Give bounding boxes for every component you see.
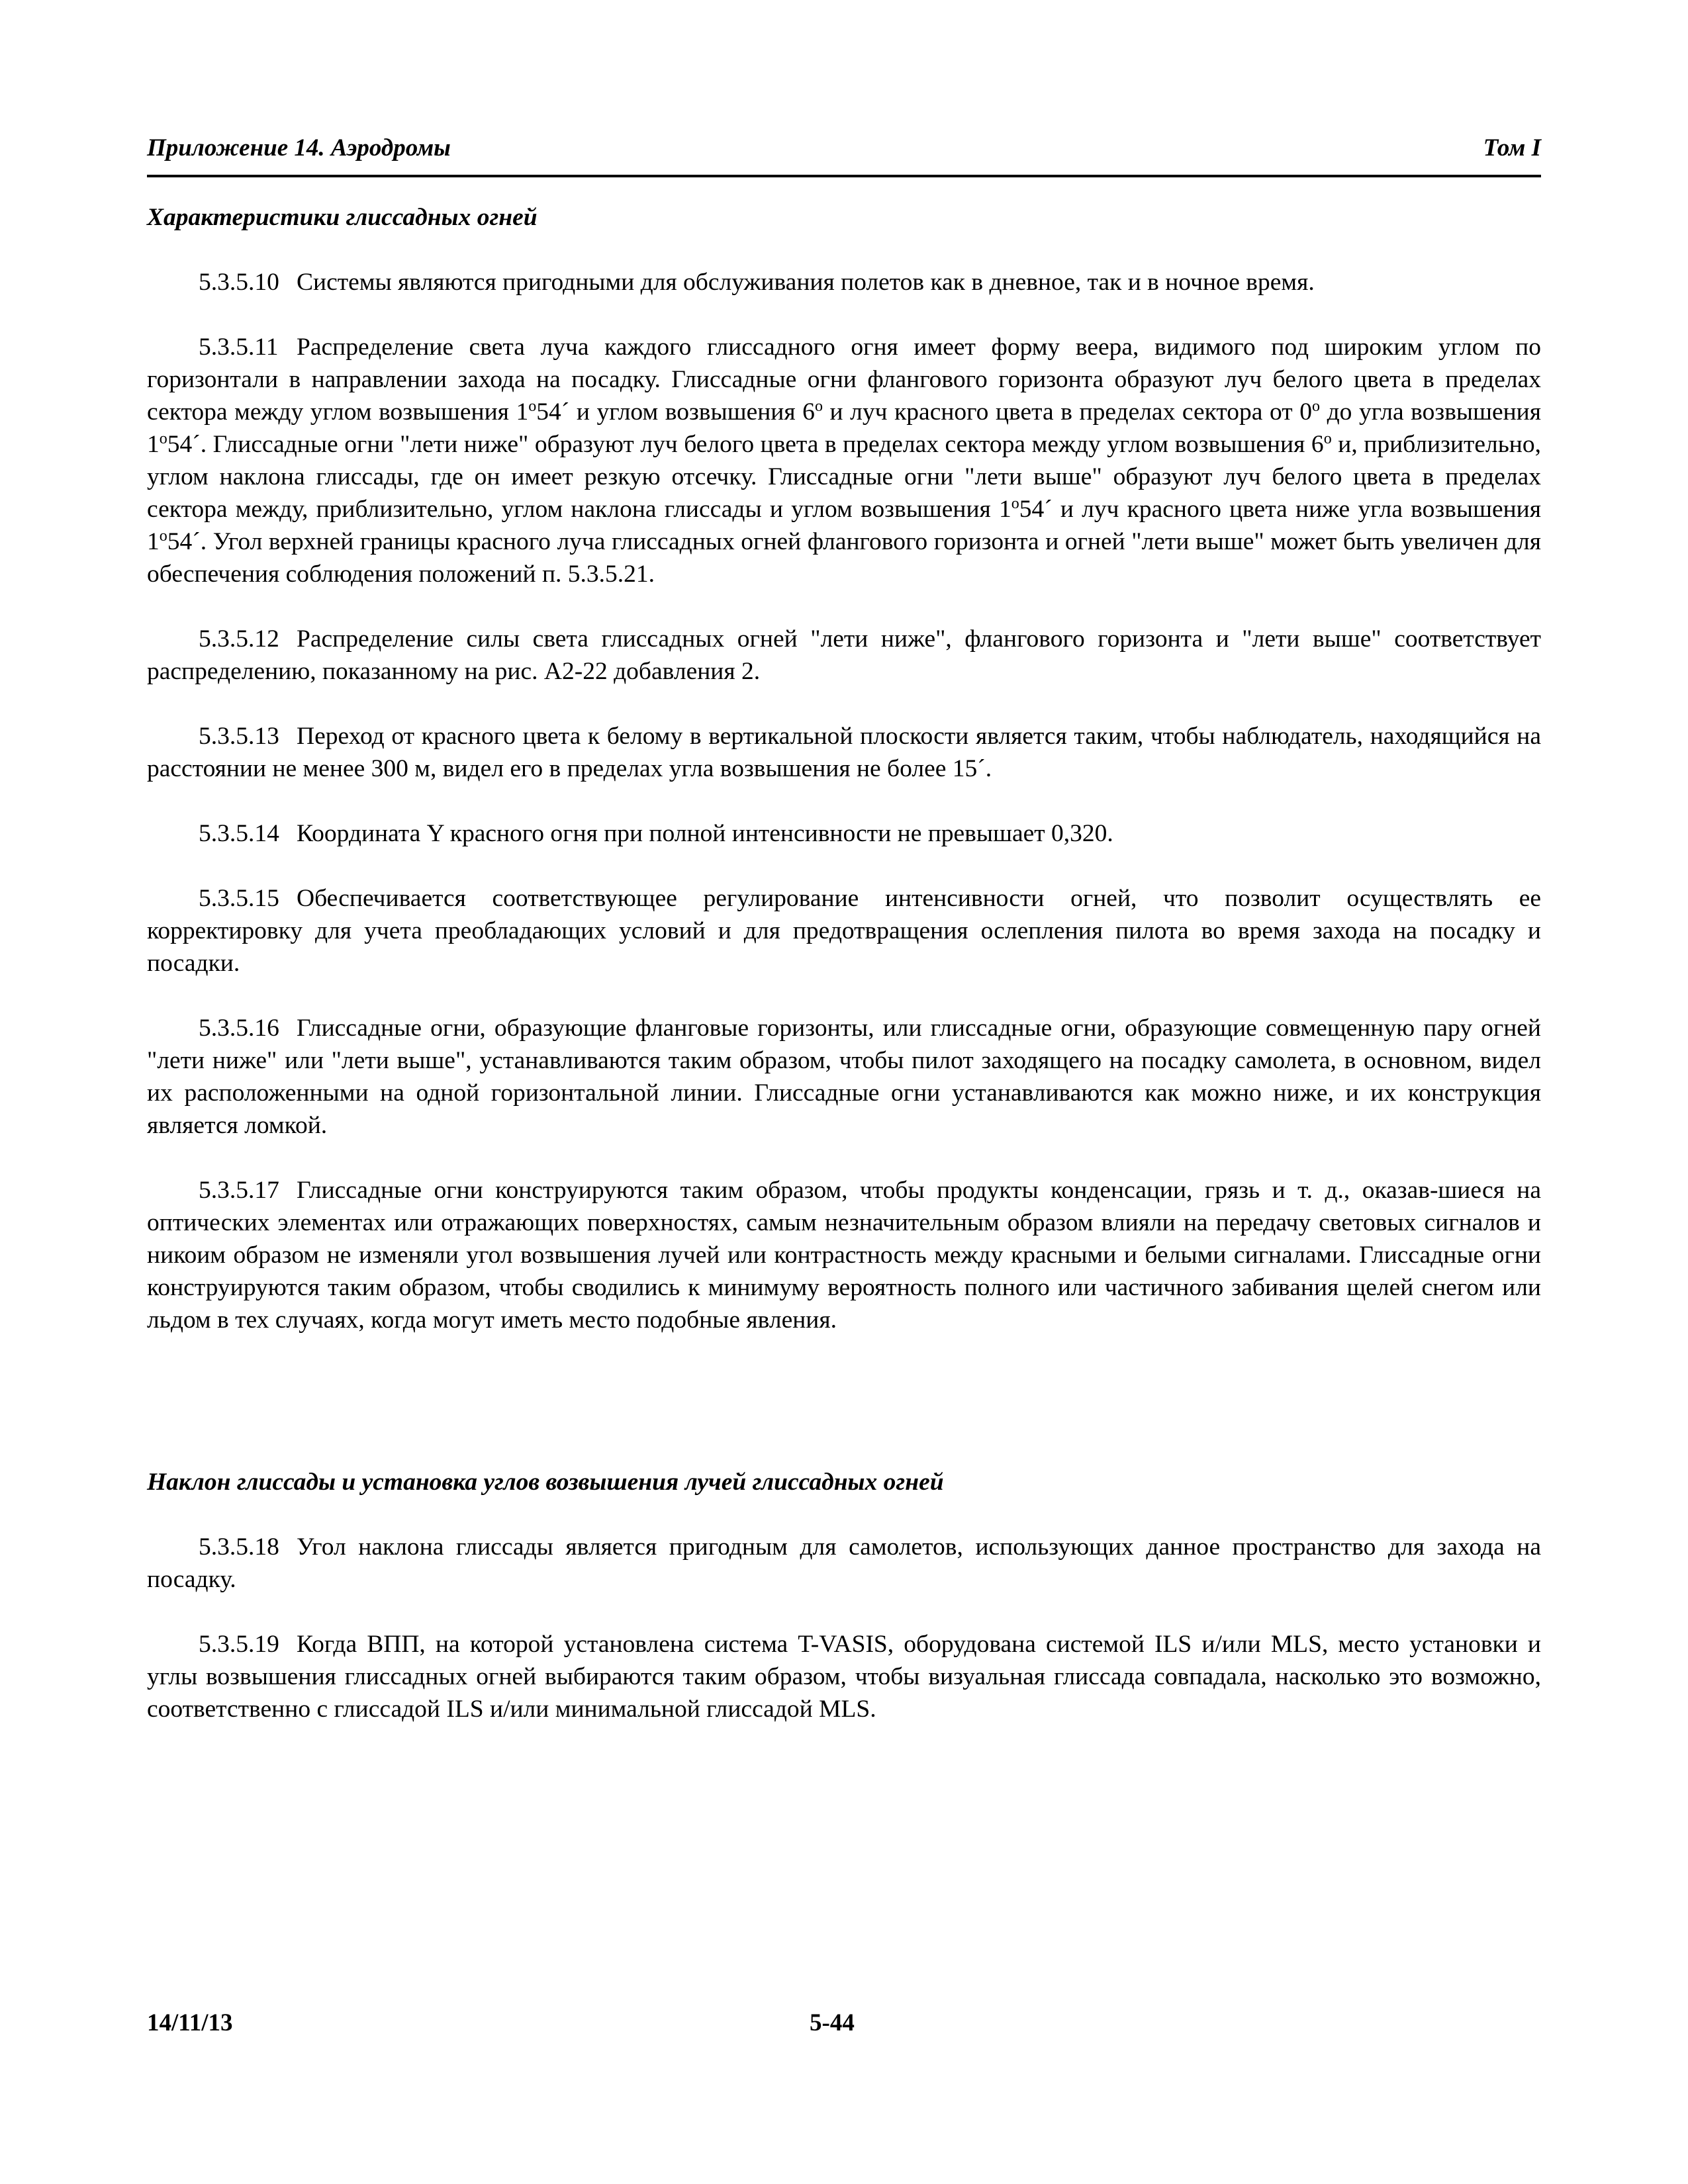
degree-superscript: o: [1312, 398, 1320, 415]
paragraph-text-part: и луч красного цвета в пределах сектора от 0: [822, 398, 1312, 426]
degree-superscript: o: [159, 430, 167, 447]
paragraph-number: 5.3.5.14: [199, 820, 279, 847]
paragraph-text-part: 54´ и углом возвышения 6: [536, 398, 815, 426]
paragraph-number: 5.3.5.17: [199, 1177, 279, 1204]
section-heading-characteristics: Характеристики глиссадных огней: [147, 204, 538, 231]
paragraph-5-3-5-15: [147, 882, 1541, 979]
paragraph-number: 5.3.5.15: [199, 885, 279, 912]
degree-superscript: o: [1011, 495, 1019, 512]
header-document-title: Приложение 14. Аэродромы: [147, 134, 451, 161]
paragraph-5-3-5-12: [147, 623, 1541, 688]
footer-date: 14/11/13: [147, 2009, 233, 2036]
footer-page-number: 5-44: [810, 2009, 855, 2036]
paragraph-5-3-5-13: [147, 720, 1541, 785]
paragraph-text: Угол наклона глиссады является пригодным для самолетов, использующих данное пространство для захода на посадку.: [147, 1533, 1541, 1593]
paragraph-text-part: до угла возвышения 1: [147, 398, 1541, 458]
paragraph-text-part: и, приблизительно, углом наклона глиссады, где он имеет резкую отсечку. Глиссадные огни "лети выше" образуют луч белого цвета в пределах сектора между, приблизительно, углом наклона глиссады и углом возвышения 1: [147, 431, 1541, 523]
paragraph-text: Системы являются пригодными для обслуживания полетов как в дневное, так и в ночное время.: [297, 269, 1315, 296]
paragraph-text-part: 54´ и луч красного цвета ниже угла возвышения 1: [147, 496, 1541, 555]
page-header: [147, 131, 1541, 177]
degree-superscript: o: [1323, 430, 1332, 447]
paragraph-text: Глиссадные огни конструируются таким образом, чтобы продукты конденсации, грязь и т. д., оказав-шиеся на оптических элементах или отражающих поверхностях, самым незначительным образом влияли на передачу световых сигналов и никоим образом не изменяли угол возвышения лучей или контрастность между красными и белыми сигналами. Глиссадные огни конструируются таким образом, чтобы сводились к минимуму вероятность полного или частичного забивания щелей снегом или льдом в тех случаях, когда могут иметь место подобные явления.: [147, 1177, 1541, 1334]
paragraph-text: Обеспечивается соответствующее регулирование интенсивности огней, что позволит осуществлять ее корректировку для учета преобладающих условий и для предотвращения ослепления пилота во время захода на посадку и посадки.: [147, 885, 1541, 977]
paragraph-text: Координата Y красного огня при полной интенсивности не превышает 0,320.: [297, 820, 1113, 847]
paragraph-5-3-5-14: [147, 817, 1541, 850]
degree-superscript: o: [159, 527, 167, 545]
paragraph-text: Переход от красного цвета к белому в вертикальной плоскости является таким, чтобы наблюдатель, находящийся на расстоянии не менее 300 м, видел его в пределах угла возвышения не более 15´.: [147, 723, 1541, 782]
paragraph-5-3-5-10: [147, 266, 1541, 298]
paragraph-text: Глиссадные огни, образующие фланговые горизонты, или глиссадные огни, образующие совмещенную пару огней "лети ниже" или "лети выше", устанавливаются таким образом, чтобы пилот заходящего на посадку самолета, в основном, видел их расположенными на одной горизонтальной линии. Глиссадные огни устанавливаются как можно ниже, и их конструкция является ломкой.: [147, 1015, 1541, 1139]
paragraph-text: Когда ВПП, на которой установлена система T-VASIS, оборудована системой ILS и/или MLS, место установки и углы возвышения глиссадных огней выбираются таким образом, чтобы визуальная глиссада совпадала, насколько это возможно, соответственно с глиссадой ILS и/или минимальной глиссадой MLS.: [147, 1631, 1541, 1723]
paragraph-number: 5.3.5.19: [199, 1631, 279, 1658]
paragraph-number: 5.3.5.10: [199, 269, 279, 296]
paragraph-5-3-5-17: [147, 1174, 1541, 1336]
paragraph-number: 5.3.5.18: [199, 1533, 279, 1561]
paragraph-text: Распределение силы света глиссадных огней "лети ниже", флангового горизонта и "лети выше" соответствует распределению, показанному на рис. А2-22 добавления 2.: [147, 625, 1541, 685]
paragraph-text-part: 54´. Угол верхней границы красного луча глиссадных огней флангового горизонта и огней "лети выше" может быть увеличен для обеспечения соблюдения положений п. 5.3.5.21.: [147, 528, 1541, 588]
paragraph-number: 5.3.5.12: [199, 625, 279, 653]
paragraph-number: 5.3.5.11: [199, 334, 279, 361]
paragraph-number: 5.3.5.16: [199, 1015, 279, 1042]
paragraph-5-3-5-19: [147, 1628, 1541, 1725]
paragraph-5-3-5-18: [147, 1531, 1541, 1596]
paragraph-text-part: Распределение света луча каждого глиссадного огня имеет форму веера, видимого под широким углом по горизонтали в направлении захода на посадку. Глиссадные огни флангового горизонта образуют луч белого цвета в пределах сектора между углом возвышения 1: [147, 334, 1541, 426]
degree-superscript: o: [528, 398, 537, 415]
paragraph-5-3-5-16: [147, 1012, 1541, 1142]
section-heading-glide-slope: Наклон глиссады и установка углов возвышения лучей глиссадных огней: [147, 1469, 944, 1496]
paragraph-text-part: 54´. Глиссадные огни "лети ниже" образуют луч белого цвета в пределах сектора между углом возвышения 6: [167, 431, 1324, 458]
header-volume: Том I: [1483, 134, 1541, 161]
degree-superscript: o: [814, 398, 823, 415]
paragraph-number: 5.3.5.13: [199, 723, 279, 750]
paragraph-5-3-5-11: [147, 331, 1541, 590]
document-body: [147, 201, 1541, 1725]
